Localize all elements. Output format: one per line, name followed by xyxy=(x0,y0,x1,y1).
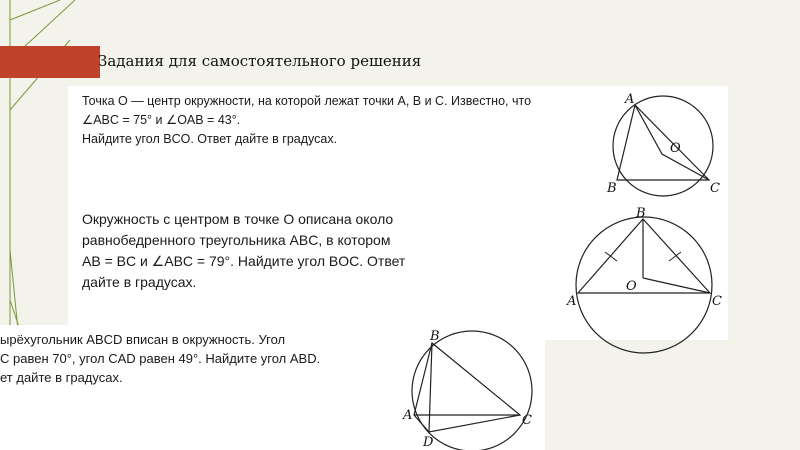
diagonal-bd xyxy=(429,343,432,432)
circle xyxy=(576,217,712,353)
label-b: B xyxy=(636,206,646,221)
problem-2-figure xyxy=(566,208,726,338)
problem-2-line-4: дайте в градусах. xyxy=(82,274,197,290)
label-a: A xyxy=(625,92,635,107)
label-o: O xyxy=(626,279,637,294)
triangle-abc xyxy=(578,219,710,293)
problem-1-line-3: Найдите угол BCO. Ответ дайте в градусах. xyxy=(82,132,338,146)
title-accent-bar xyxy=(0,46,100,78)
problem-1-line-1: Точка O — центр окружности, на которой лежат точки A, B и C. Известно, что xyxy=(82,94,532,108)
problem-2-line-2: равнобедренного треугольника ABC, в котором xyxy=(82,232,391,248)
problem-1-text xyxy=(82,92,531,149)
label-a: A xyxy=(567,294,577,309)
problem-2-text xyxy=(82,209,405,293)
slide-title: Задания для самостоятельного решения xyxy=(98,52,422,70)
label-c: C xyxy=(710,181,720,196)
circle xyxy=(613,96,713,196)
label-d: D xyxy=(423,435,434,450)
problem-3-line-1: ырёхугольник ABCD вписан в окружность. Угол xyxy=(0,332,286,347)
problem-3-panel xyxy=(0,325,545,450)
problem-2-line-1: Окружность с центром в точке O описана около xyxy=(82,211,394,227)
label-o: O xyxy=(670,141,681,156)
label-b: B xyxy=(607,181,617,196)
problem-2-panel xyxy=(68,198,728,340)
segment-oc xyxy=(643,278,710,293)
label-c: C xyxy=(712,294,722,309)
problem-3-line-3: ет дайте в градусах. xyxy=(0,370,123,385)
triangle-abc xyxy=(617,105,709,180)
problem-3-figure xyxy=(400,327,542,450)
problem-1-figure xyxy=(602,88,727,196)
problem-1-line-2: ∠ABC = 75° и ∠OAB = 43°. xyxy=(82,113,241,127)
label-c: C xyxy=(522,413,532,428)
problem-1-panel xyxy=(68,86,728,198)
problem-3-line-2: C равен 70°, угол CAD равен 49°. Найдите угол ABD. xyxy=(0,351,321,366)
label-a: A xyxy=(403,408,413,423)
problem-3-text xyxy=(0,330,320,387)
problem-2-line-3: AB = BC и ∠ABC = 79°. Найдите угол BOC. Ответ xyxy=(82,253,406,269)
label-b: B xyxy=(430,329,440,344)
